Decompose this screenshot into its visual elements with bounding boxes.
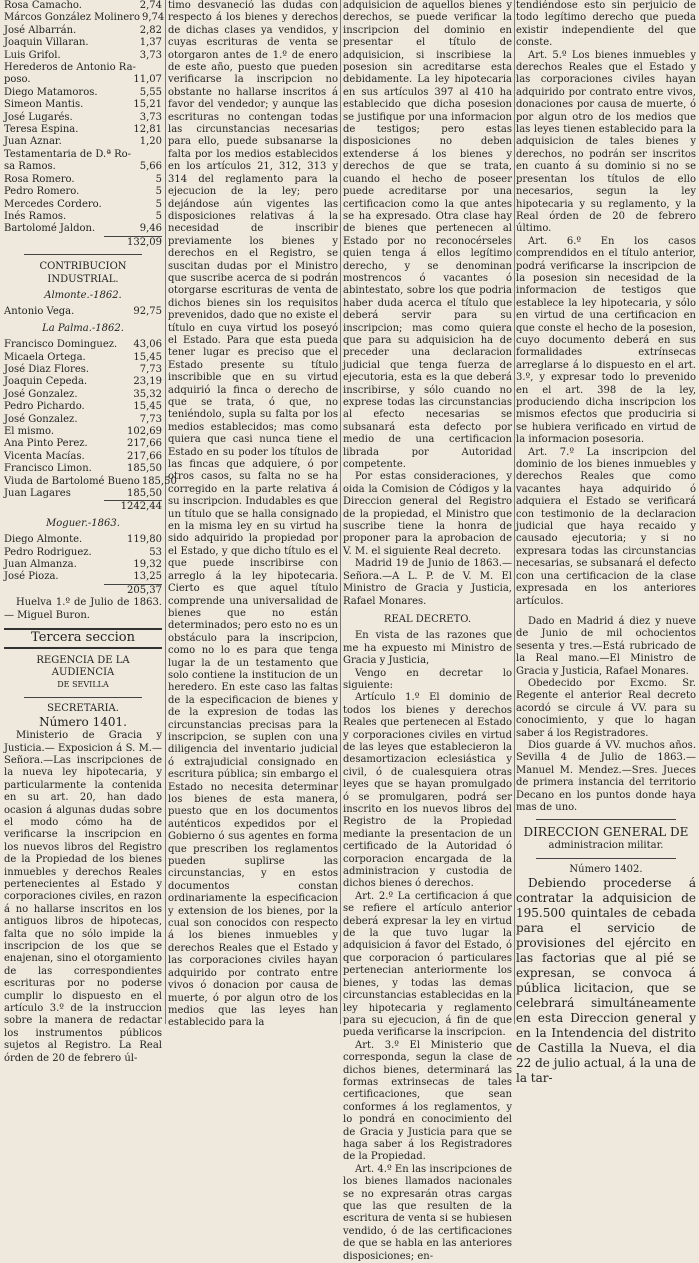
article-1: Artículo 1.º El dominio de todos los bienes y derechos Reales que pertenecen al Estado y corporaciones civiles en virtud de las leyes que establecieron la desamortizacion eclesiástica y civil, ó de cualesquiera otras leyes que se hayan promulgado ó se promulgaren, podrá ser inscrito en los nuevos libros del Registro de la Propiedad mediante la presentacion de un certificado de la Autoridad ó corporacion encargada de la administracion y custodia de dichos bienes ó derechos. bbox=[343, 692, 512, 890]
amount: 5 bbox=[155, 198, 162, 210]
list-item bbox=[4, 463, 162, 475]
section-heading: Tercera seccion bbox=[4, 628, 162, 648]
almonte-list bbox=[4, 306, 162, 318]
list-item bbox=[4, 74, 162, 86]
amount: 5 bbox=[155, 210, 162, 222]
taxpayer-name: Antonio Vega. bbox=[4, 306, 75, 318]
amount: 1,20 bbox=[139, 136, 162, 148]
taxpayer-name: Pedro Romero. bbox=[4, 186, 80, 198]
amount bbox=[160, 62, 162, 74]
direccion-subheading: administracion militar. bbox=[548, 840, 664, 852]
amount: 217,66 bbox=[127, 450, 162, 462]
taxpayer-name: Vicenta Macías. bbox=[4, 450, 85, 462]
article-2: Art. 2.º La certificacion á que se refiere el artículo anterior deberá expresar la ley en virtud de la que tuvo lugar la adquisicion á favor del Estado, ó que corporacion ó particulares pertenecian anteriormente los bienes, y todas las demas circunstancias establecidas en la ley hipotecaria y reglamento para su ejecucion, á fin de que pueda verificarse la inscripcion. bbox=[343, 890, 512, 1039]
amount: 53 bbox=[149, 546, 162, 558]
list-item bbox=[4, 571, 162, 583]
amount: 7,73 bbox=[139, 413, 162, 425]
amount: 217,66 bbox=[127, 438, 162, 450]
amount: 5 bbox=[155, 186, 162, 198]
amount bbox=[160, 149, 162, 161]
article-4: Art. 4.º En las inscripciones de los bienes llamados nacionales se no expresarán otras cargas que las que resulten de la escritura de venta si se hubiesen vendido, ó de las certificaciones de que se habla en las anteriores disposiciones; en- bbox=[343, 1163, 512, 1262]
column-2 bbox=[168, 0, 338, 1029]
article-text: tendiéndose esto sin perjuicio de todo legítimo derecho que pueda existir independiente del que conste. bbox=[516, 0, 696, 49]
secretaria-heading: SECRETARIA. bbox=[47, 702, 119, 714]
direccion-heading: DIRECCION GENERAL DE bbox=[523, 825, 689, 840]
regencia-heading: REGENCIA DE LA AUDIENCIA bbox=[36, 654, 130, 678]
list-item bbox=[4, 199, 162, 211]
column-1 bbox=[4, 0, 177, 1064]
list-item bbox=[4, 124, 162, 136]
taxpayer-name: Diego Matamoros. bbox=[4, 86, 98, 98]
total-rustica: 132,09 bbox=[104, 236, 162, 249]
list-item bbox=[4, 0, 162, 12]
amount: 5,55 bbox=[139, 86, 162, 98]
divider bbox=[536, 819, 676, 820]
list-item bbox=[4, 475, 177, 488]
list-item bbox=[4, 376, 162, 388]
list-item bbox=[4, 401, 162, 413]
taxpayer-name: Mercedes Cordero. bbox=[4, 198, 102, 210]
taxpayer-name: José Gonzalez. bbox=[4, 413, 78, 425]
amount: 102,69 bbox=[127, 426, 162, 437]
amount: 3,73 bbox=[139, 49, 162, 61]
taxpayer-name: Juan Almanza. bbox=[4, 559, 77, 571]
list-item bbox=[4, 389, 162, 401]
amount: 92,75 bbox=[133, 306, 162, 318]
amount: 185,50 bbox=[141, 475, 177, 487]
tax-list-rustica bbox=[4, 0, 165, 236]
article-6: Art. 6.º En los casos comprendidos en el título anterior, podrá verificarse la inscripcion de la posesion sin necesidad de la informacion de testigos que establece la ley hipotecaria, y sólo en virtud de una certificacion en que conste el hecho de la posesion, cuyo documento deberá en sus formalidades extrínsecas arreglarse á lo dispuesto en el art. 3.º, y expresar todo lo prevenido en el art. 398 de la ley, produciendo dicha inscripcion los mismos efectos que produciria si se hubiera verificado en virtud de la informacion posesoria. bbox=[516, 235, 696, 446]
list-item bbox=[4, 25, 162, 37]
list-item bbox=[4, 223, 162, 235]
amount: 19,32 bbox=[133, 559, 162, 571]
taxpayer-name: poso. bbox=[4, 74, 31, 86]
taxpayer-name: Teresa Espina. bbox=[4, 124, 79, 136]
almonte-heading: Almonte.-1862. bbox=[44, 289, 122, 301]
taxpayer-name: Rosa Camacho. bbox=[4, 0, 82, 11]
taxpayer-name: Francisco Limon. bbox=[4, 463, 92, 475]
column-rule bbox=[340, 0, 341, 1024]
article-7: Art. 7.º La inscripcion del dominio de los bienes inmuebles y derechos Reales que como vacantes haya adquirido ó adquiera el Estado se verificará con testimonio de la declaracion judicial que haya recaido y causado ejecutoria; y si no expresara todas las circunstancias necesarias, se subsanará el defecto con una certificacion de la clase expresada en los anteriores artículos. bbox=[516, 446, 696, 607]
divider bbox=[24, 697, 142, 698]
divider bbox=[536, 858, 676, 859]
list-item bbox=[4, 438, 162, 450]
taxpayer-name: Viuda de Bartolomé Bueno bbox=[4, 475, 140, 487]
amount: 11,07 bbox=[133, 74, 162, 86]
amount: 23,19 bbox=[133, 376, 162, 388]
column-rule bbox=[165, 0, 166, 1024]
amount: 1,37 bbox=[139, 37, 162, 49]
taxpayer-name: Luis Grifol. bbox=[4, 49, 61, 61]
real-decreto-title: REAL DECRETO. bbox=[383, 613, 472, 625]
amount: 9,46 bbox=[139, 223, 162, 235]
palma-heading: La Palma.-1862. bbox=[42, 322, 124, 334]
amount: 9,74 bbox=[141, 12, 165, 24]
total-palma: 1242,44 bbox=[104, 500, 162, 513]
list-item bbox=[4, 488, 162, 500]
list-item bbox=[4, 211, 162, 223]
taxpayer-name: Ana Pinto Perez. bbox=[4, 438, 88, 450]
moguer-heading: Moguer.-1863. bbox=[46, 517, 120, 529]
taxpayer-name: Inés Ramos. bbox=[4, 210, 67, 222]
taxpayer-name: José Pioza. bbox=[4, 571, 59, 583]
article-text: Madrid 19 de Junio de 1863.— Señora.—A L. P. de V. M. El Ministro de Gracia y Justicia, Rafael Monares. bbox=[343, 558, 512, 607]
amount: 43,06 bbox=[133, 339, 162, 351]
list-item bbox=[4, 50, 162, 62]
list-item bbox=[4, 99, 162, 111]
list-item bbox=[4, 547, 162, 559]
total-moguer: 205,37 bbox=[104, 584, 162, 597]
taxpayer-name: José Lugarés. bbox=[4, 111, 73, 123]
amount: 35,32 bbox=[133, 388, 162, 400]
amount: 15,45 bbox=[133, 351, 162, 363]
taxpayer-name: Micaela Ortega. bbox=[4, 351, 86, 363]
list-item bbox=[4, 364, 162, 376]
article-text: Por estas consideraciones, y oida la Comision de Códigos y la Direccion general del Registro de la propiedad, el Ministro que suscribe tiene la honra de proponer para la aprobacion de V. M. el siguiente Real decreto. bbox=[343, 471, 512, 557]
amount: 7,73 bbox=[139, 363, 162, 375]
list-item bbox=[4, 451, 162, 463]
article-text: Ministerio de Gracia y Justicia.— Exposicion á S. M.—Señora.—Las inscripciones de la nueva ley hipotecaria, y particularmente la contenida en su art. 20, han dado ocasion á algunas dudas sobre el modo cómo ha de verificarse la inscripcion en los nuevos libros del Registro de la Propiedad de los bienes inmuebles y derechos Reales pertenecientes al Estado y corporaciones civiles, en razon á no hallarse inscritos en los antiguos libros de hipotecas, falta que no sólo impide la inscripcion de los que se enajenan, sino el otorgamiento de las correspondientes escrituras por no poderse cumplir lo dispuesto en el artículo 3.º de la instruccion sobre la manera de redactar los instrumentos públicos sujetos al Registro. La Real órden de 20 de febrero úl- bbox=[4, 730, 162, 1064]
divider bbox=[24, 254, 142, 255]
regencia-subheading: DE SEVILLA bbox=[57, 680, 109, 690]
amount: 3,73 bbox=[139, 111, 162, 123]
article-text: Vengo en decretar lo siguiente: bbox=[343, 667, 512, 691]
taxpayer-name: sa Ramos. bbox=[4, 161, 56, 173]
taxpayer-name: José Diaz Flores. bbox=[4, 363, 90, 375]
list-item bbox=[4, 112, 162, 124]
list-item bbox=[4, 352, 162, 364]
column-3 bbox=[343, 0, 512, 1262]
palma-list bbox=[4, 339, 177, 500]
list-item bbox=[4, 136, 162, 148]
amount: 5 bbox=[155, 173, 162, 185]
taxpayer-name: Pedro Pichardo. bbox=[4, 401, 85, 413]
column-4 bbox=[516, 0, 696, 1086]
decree-closing: Dado en Madrid á diez y nueve de Junio de mil ochocientos sesenta y tres.—Está rubricado de la Real mano.—El Ministro de Gracia y Justicia, Rafael Monares. bbox=[516, 615, 696, 677]
article-text: adquisicion de aquellos bienes y derechos, se puede verificar la inscripcion del dominio en presentar el título de adquisicion, si inscribiese la posesion sin acreditarse esta debidamente. La ley hipotecaria en sus artículos 397 al 410 ha establecido que dicha posesion se justifique por una informacion de testigos; pero estas disposiciones no deben extenderse á los bienes y derechos de que se trata, cuando el hecho de poseer puede acreditarse por una certificacion como la que antes se ha expresado. Otra clase hay de bienes que pertenecen al Estado por no reconocérseles quien tenga á ellos legítimo derecho, y se denominan mostrencos ó vacantes ó abintestato, sobre los que podria haber duda acerca el título que deberá servir para su inscripcion; mas como quiera que para su adquisicion ha de preceder una declaracion judicial que tenga fuerza de ejecutoria, esta es la que deberá inscribirse, y sólo cuando no exprese todas las circunstancias al efecto necesarias se subsanará esta defecto por medio de una certificacion librada por Autoridad competente. bbox=[343, 0, 512, 471]
taxpayer-name: Juan Aznar. bbox=[4, 136, 62, 148]
signature-text: Dios guarde á VV. muchos años. Sevilla 4 de Julio de 1863.—Manuel M. Mendez.—Sres. Jueces de primera instancia del territorio Decano en los puntos donde haya mas de uno. bbox=[516, 739, 696, 813]
list-item bbox=[4, 37, 162, 49]
taxpayer-name: Joaquin Villaran. bbox=[4, 37, 89, 49]
contribucion-title: CONTRIBUCION INDUSTRIAL. bbox=[39, 261, 127, 285]
list-item bbox=[4, 12, 165, 24]
list-item bbox=[4, 339, 162, 351]
list-item bbox=[4, 149, 162, 161]
article-text: En vista de las razones que me ha expuesto mi Ministro de Gracia y Justicia, bbox=[343, 630, 512, 667]
taxpayer-name: José Gonzalez. bbox=[4, 388, 78, 400]
taxpayer-name: Rosa Romero. bbox=[4, 173, 75, 185]
list-item bbox=[4, 559, 162, 571]
taxpayer-name: Márcos González Molinero bbox=[4, 12, 140, 24]
list-item bbox=[4, 414, 162, 426]
closing-signature: Huelva 1.º de Julio de 1863.— Miguel Buron. bbox=[4, 597, 162, 621]
amount: 5,66 bbox=[139, 161, 162, 173]
taxpayer-name: El mismo. bbox=[4, 426, 54, 437]
list-item bbox=[4, 161, 162, 173]
article-3: Art. 3.º El Ministerio que corresponda, segun la clase de dichos bienes, determinará las formas extrinsecas de tales certificaciones, que sean conformes á los reglamentos, y lo pondrá en conocimiento del de Gracia y Justicia para que se haga saber á los Registradores de la Propiedad. bbox=[343, 1039, 512, 1163]
taxpayer-name: Herederos de Antonio Ra- bbox=[4, 62, 136, 74]
article-5: Art. 5.º Los bienes inmuebles y derechos Reales que el Estado y las corporaciones civiles hayan adquirido por contrato entre vivos, donaciones por causa de muerte, ó por algun otro de los medios que las leyes tienen establecido para la adquisicion de tales bienes y derechos, no podrán ser inscritos en cuanto á su dominio si no se presentan los títulos de ello necesarios, segun la ley hipotecaria y su reglamento, y la Real órden de 20 de febrero último. bbox=[516, 49, 696, 235]
taxpayer-name: Diego Almonte. bbox=[4, 534, 83, 546]
list-item bbox=[4, 306, 162, 318]
article-text: Debiendo procederse á contratar la adquisicion de 195.500 quintales de cebada para el servicio de provisiones del ejército en las factorias que al pié se expresan, se convoca á pública licitacion, que se celebrará simultáneamente en esta Direccion general y en la Intendencia del distrito de Castilla la Nueva, el dia 22 de julio actual, á la una de la tar- bbox=[516, 876, 696, 1086]
taxpayer-name: Joaquin Cepeda. bbox=[4, 376, 88, 388]
list-item bbox=[4, 87, 162, 99]
amount: 185,50 bbox=[127, 488, 162, 500]
taxpayer-name: Simeon Mantis. bbox=[4, 99, 84, 111]
list-item bbox=[4, 174, 162, 186]
numero-1401: Número 1401. bbox=[39, 715, 127, 730]
column-rule bbox=[514, 0, 515, 1024]
taxpayer-name: José Albarrán. bbox=[4, 24, 77, 36]
amount: 15,45 bbox=[133, 401, 162, 413]
list-item bbox=[4, 534, 162, 546]
taxpayer-name: Testamentaria de D.ª Ro- bbox=[4, 148, 132, 160]
numero-1402: Número 1402. bbox=[569, 863, 643, 875]
article-text: timo desvaneció las dudas con respecto á los bienes y derechos de dichas clases ya vendidos, y cuyas escrituras de venta se otorgaron antes de 1.º de enero de este año, puesto que pueden verificarse la inscripcion no obstante no hallarse inscritos á favor del vendedor; y aunque las escrituras no contengan todas las circunstancias necesarias para ello, puede subsanarse la falta por los medios establecidos en los artículos 21, 312, 313 y 314 del reglamento para la ejecucion de la ley; pero dejándose aún vigentes las disposiciones relativas á la necesidad de inscribir previamente los bienes y derechos en el Registro, se suscitan dudas por el Ministro que suscribe acerca de si podrán otorgarse escrituras de venta de dichos bienes sin los requisitos prevenidos, dado que no existe el título en cuya virtud los poseyó el Estado. Para que esta pueda tener lugar es preciso que el Estado presente su título inscribible que en su virtud adquirió la finca o derecho de que se trata, ó que, no teniéndolo, supla su falta por los medios establecidos; mas como quiera que casi nunca tiene el Estado en su poder los títulos de las fincas que adquiere, ó por otros casos, su falta no se ha corregido en la parte relativa á su inscripcion. Indudables es que un título que se halla consignado en la misma ley en su virtud ha sido adquirido la propiedad por el Estado, y que dicho título es el que puede inscribirse con arreglo á la ley hipotecaria. Cierto es que aquel título comprende una universalidad de bienes que no están determinados; pero esto no es un obstáculo para la inscripcion, como no lo es para que tenga lugar la de un testamento que solo contiene la institucion de un heredero. En este caso las faltas de la especificacion de bienes y de la expresion de todas las circunstancias precisas para la inscripcion, se suplen con una diligencia del inventario judicial ó extrajudicial consignado en escritura pública; sin embargo el Estado no necesita determinar los bienes de esta manera, puesto que en los documentos auténticos expedidos por el Gobierno ó sus agentes en forma que prescriben los reglamentos pueden suplirse las circunstancias, y en estos documentos constan ordinariamente la especificacion y extension de los bienes, por la cual son conocidos con respecto á los bienes inmuebles y derechos Reales que el Estado y las corporaciones civiles hayan adquirido por contrato entre vivos ó donacion por causa de muerte, ó por algun otro de los medios que las leyes han establecido para la bbox=[168, 0, 338, 1029]
moguer-list bbox=[4, 534, 162, 584]
amount: 12,81 bbox=[133, 124, 162, 136]
list-item bbox=[4, 186, 162, 198]
amount: 13,25 bbox=[133, 571, 162, 583]
taxpayer-name: Bartolomé Jaldon. bbox=[4, 223, 96, 235]
obedecido-text: Obedecido por Excmo. Sr. Regente el anterior Real decreto acordó se circule á VV. para su conocimiento, y que lo hagan saber á los Registradores. bbox=[516, 677, 696, 739]
amount: 119,80 bbox=[127, 534, 162, 546]
taxpayer-name: Francisco Dominguez. bbox=[4, 339, 118, 351]
amount: 15,21 bbox=[133, 99, 162, 111]
amount: 2,74 bbox=[139, 0, 162, 11]
list-item bbox=[4, 62, 162, 74]
amount: 2,82 bbox=[139, 24, 162, 36]
list-item bbox=[4, 426, 162, 438]
taxpayer-name: Pedro Rodriguez. bbox=[4, 546, 92, 558]
taxpayer-name: Juan Lagares bbox=[4, 488, 71, 500]
amount: 185,50 bbox=[127, 463, 162, 475]
